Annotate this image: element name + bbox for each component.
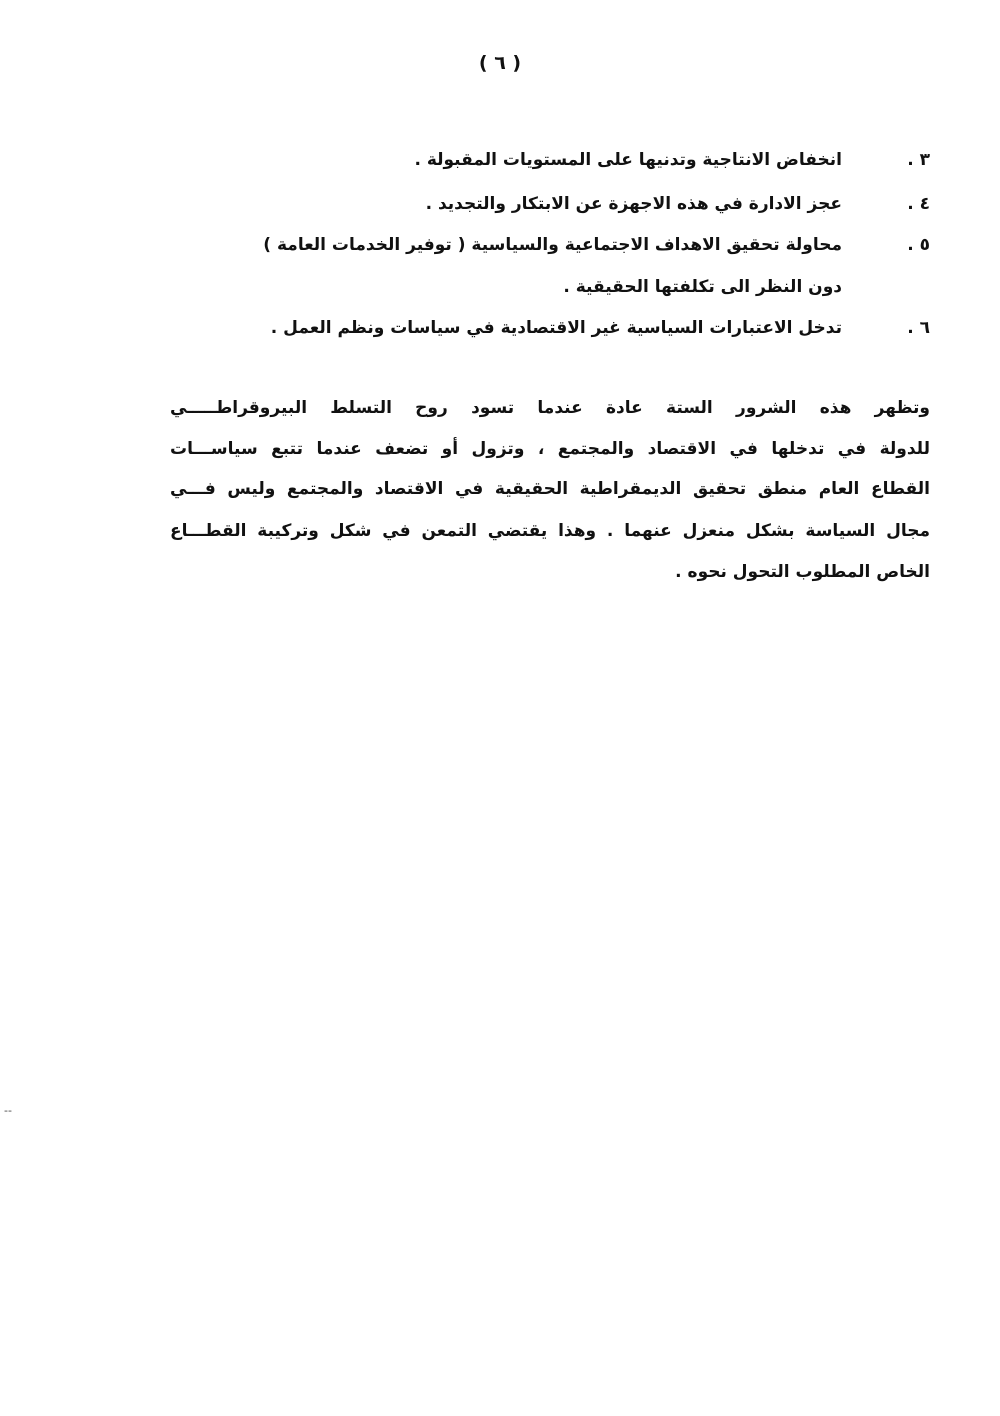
list-item-number: ٥ .	[907, 235, 930, 255]
list-item-text: عجز الادارة في هذه الاجهزة عن الابتكار والتجديد .	[425, 194, 842, 214]
page-number: ( ٦ )	[478, 52, 522, 74]
list-item-text: تدخل الاعتبارات السياسية غير الاقتصادية في سياسات ونظم العمل .	[270, 318, 842, 338]
list-item-number: ٣ .	[907, 150, 930, 170]
list-item	[0, 150, 1000, 174]
margin-mark: --	[4, 1104, 12, 1117]
list-item-continuation-text: دون النظر الى تكلفتها الحقيقية .	[563, 277, 842, 297]
list-item	[0, 318, 1000, 342]
paragraph-line: الخاص المطلوب التحول نحوه .	[675, 562, 930, 582]
paragraph-line: للدولة في تدخلها في الاقتصاد والمجتمع ، وتزول أو تضعف عندما تتبع سياســـات	[170, 439, 930, 459]
list-item-number: ٦ .	[907, 318, 930, 338]
list-item-text: محاولة تحقيق الاهداف الاجتماعية والسياسية ( توفير الخدمات العامة )	[263, 235, 842, 255]
paragraph-line: وتظهر هذه الشرور الستة عادة عندما تسود روح التسلط البيروقراطـــــي	[170, 398, 930, 418]
list-item	[0, 194, 1000, 218]
paragraph-line: مجال السياسة بشكل منعزل عنهما . وهذا يقتضي التمعن في شكل وتركيبة القطـــاع	[170, 521, 930, 541]
list-item-continuation	[0, 277, 1000, 301]
paragraph-line: القطاع العام منطق تحقيق الديمقراطية الحقيقية في الاقتصاد والمجتمع وليس فـــي	[170, 479, 930, 499]
list-item	[0, 235, 1000, 259]
list-item-number: ٤ .	[907, 194, 930, 214]
list-item-text: انخفاض الانتاجية وتدنيها على المستويات المقبولة .	[414, 150, 842, 170]
